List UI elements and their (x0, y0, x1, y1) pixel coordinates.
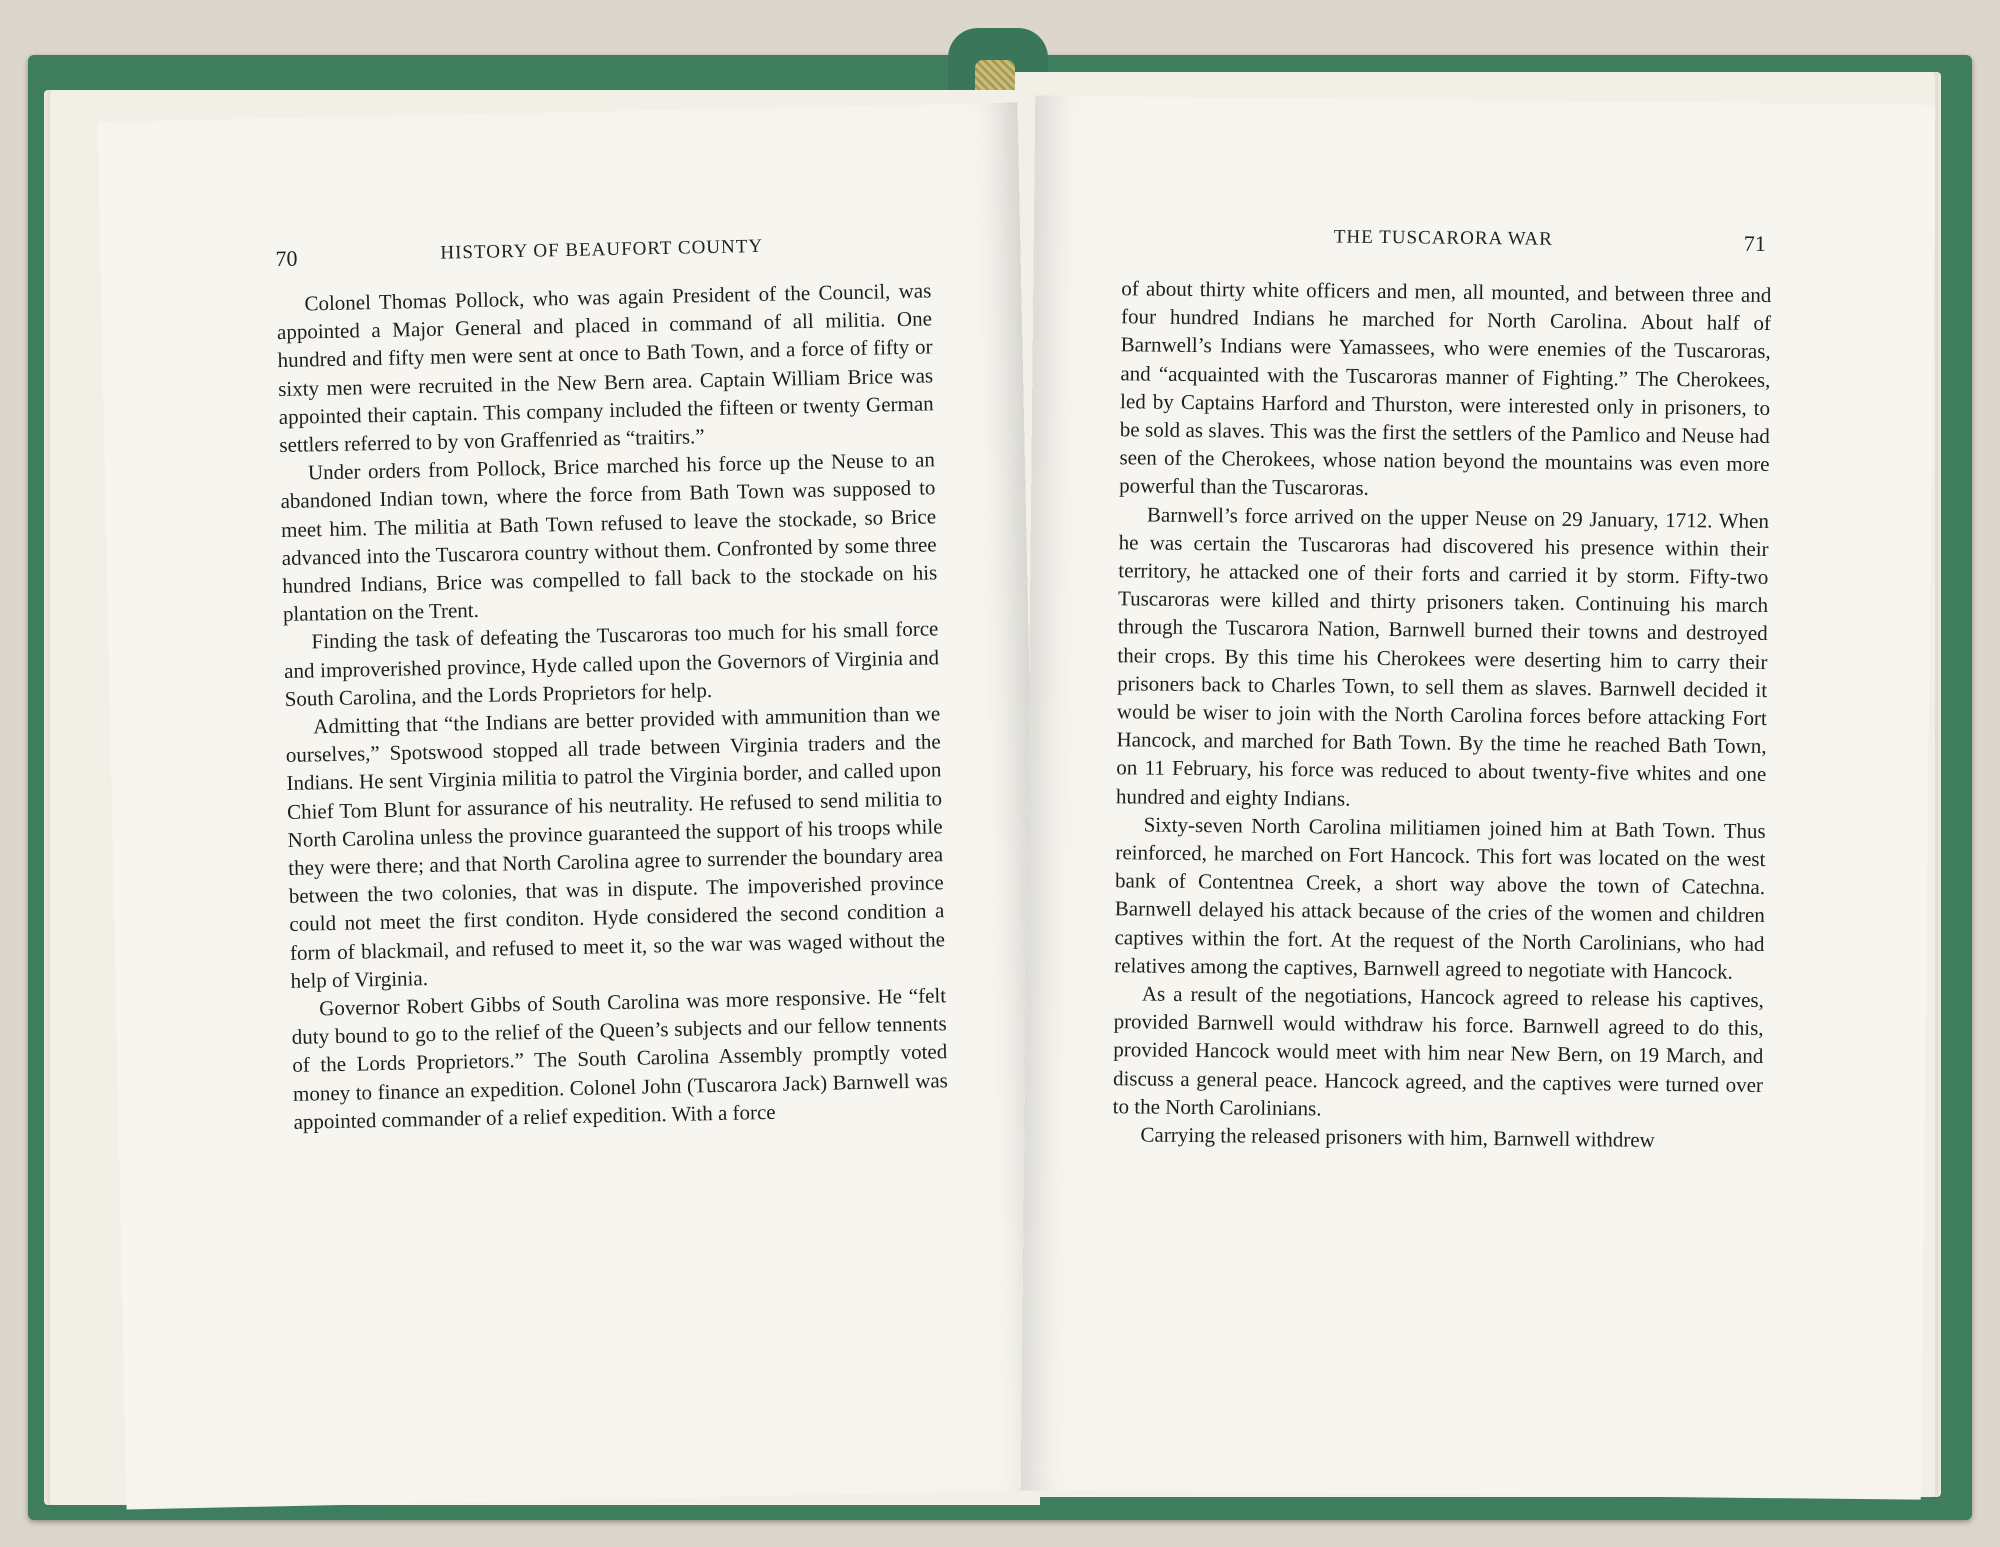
right-running-head: THE TUSCARORA WAR (1333, 226, 1553, 250)
paragraph: As a result of the negotiations, Hancock agreed to release his captives, provided Barnwell would withdraw his force. Barnwell agreed to do this, provided Hancock would meet with him near New Bern, on 19 March, and discuss a general peace. Hancock agreed, and the captives were turned over to the North Carolinians. (1112, 981, 1765, 1121)
paragraph: Carrying the released prisoners with him, Barnwell withdrew (1140, 1122, 1655, 1152)
right-page (1021, 95, 1936, 1499)
left-running-head: HISTORY OF BEAUFORT COUNTY (440, 235, 764, 264)
paragraph: Barnwell’s force arrived on the upper Neuse on 29 January, 1712. When he was certain the Tuscaroras had discovered his presence within their territory, he attacked one of their forts and carried it by storm. Fifty-two Tuscaroras were killed and thirty prisoners taken. Continuing his march through the Tuscarora Nation, Barnwell burned their towns and destroyed their crops. By this time his Cherokees were deserting him to carry their prisoners back to Charles Town, to sell them as slaves. Barnwell decided it would be wiser to join with the North Carolina forces before attacking Fort Hancock, and marched for Bath Town. By the time he reached Bath Town, on 11 February, his force was reduced to about twenty-five whites and one hundred and eighty Indians. (1115, 502, 1770, 811)
paragraph: Sixty-seven North Carolina militiamen joined him at Bath Town. Thus reinforced, he marched on Fort Hancock. This fort was located on the west bank of Contentnea Creek, a short way above the town of Catechna. Barnwell delayed his attack because of the cries of the women and children captives within the fort. At the request of the North Carolinians, who had relatives among the captives, Barnwell agreed to negotiate with Hancock. (1114, 812, 1766, 984)
paragraph: Finding the task of defeating the Tuscaroras too much for his small force and improverished province, Hyde called upon the Governors of Virginia and South Carolina, and the Lords Proprietors for help. (283, 616, 940, 711)
right-page-number: 71 (1743, 230, 1766, 256)
paragraph: of about thirty white officers and men, all mounted, and between three and four hundred Indians he marched for North Carolina. About half of Barnwell’s Indians were Yamassees, who were enemies of the Tuscaroras, and “acquainted with the Tuscaroras manner of Fighting.” The Cherokees, led by Captains Harford and Thurston, were interested only in prisoners, to be sold as slaves. This was the first the settlers of the Pamlico and Neuse had seen of the Cherokees, whose nation beyond the mountains was even more powerful than the Tuscaroras. (1119, 276, 1772, 501)
paragraph: Admitting that “the Indians are better provided with ammunition than we ourselves,” Spotswood stopped all trade between Virginia traders and the Indians. He sent Virginia militia to patrol the Virginia border, and called upon Chief Tom Blunt for assurance of his neutrality. He refused to send militia to North Carolina unless the province guaranteed the support of his troops while they were there; and that North Carolina agree to surrender the boundary area between the two colonies, that was in dispute. The impoverished province could not meet the first conditon. Hyde considered the second condition a form of blackmail, and refused to meet it, so the war was waged without the help of Virginia. (285, 701, 946, 993)
paragraph: Under orders from Pollock, Brice marched his force up the Neuse to an abandoned Indian town, where the force from Bath Town was supposed to meet him. The militia at Bath Town refused to leave the stockade, so Brice advanced into the Tuscarora country without them. Confronted by some three hundred Indians, Brice was compelled to fall back to the stockade on his plantation on the Trent. (280, 447, 938, 627)
paragraph: Colonel Thomas Pollock, who was again President of the Council, was appointed a Major General and placed in command of all militia. One hundred and fifty men were sent at once to Bath Town, and a force of fifty or sixty men were recruited in the New Bern area. Captain William Brice was appointed their captain. This company included the fifteen or twenty German settlers referred to by von Graffenried as “traitirs.” (276, 278, 934, 458)
paragraph: Governor Robert Gibbs of South Carolina was more responsive. He “felt duty bound to go to the relief of the Queen’s subjects and our fellow tennents of the Lords Proprietors.” The South Carolina Assembly promptly voted money to finance an expedition. Colonel John (Tuscarora Jack) Barnwell was appointed commander of a relief expedition. With a force (291, 983, 949, 1134)
right-page-body (1112, 274, 1771, 1155)
left-page-number: 70 (275, 245, 298, 272)
left-page (98, 103, 1047, 1510)
left-page-body (276, 276, 949, 1136)
